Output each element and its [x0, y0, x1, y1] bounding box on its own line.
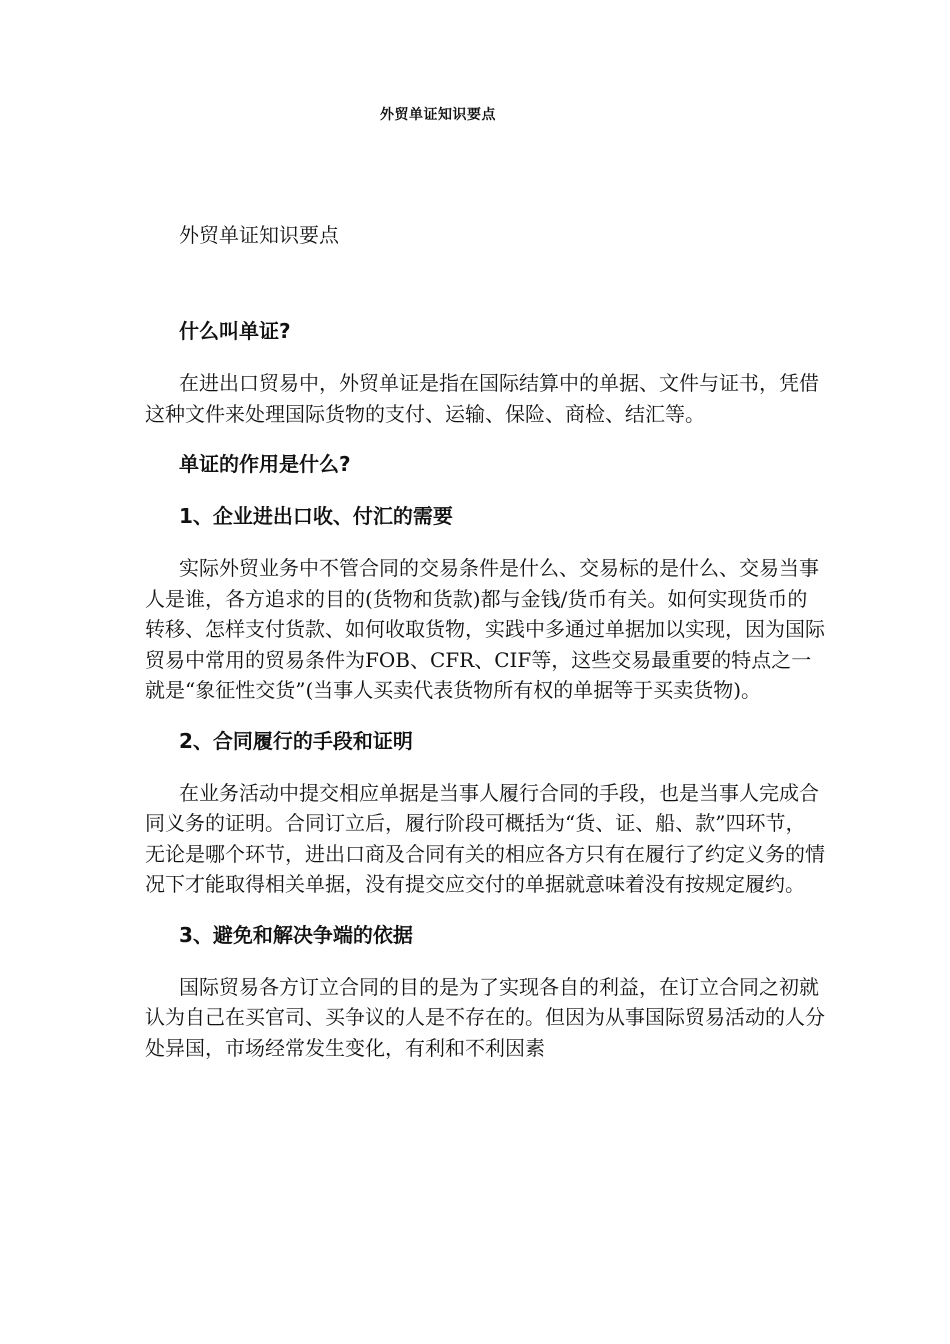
section-paragraph: 在业务活动中提交相应单据是当事人履行合同的手段，也是当事人完成合同义务的证明。合同订立后，履行阶段可概括为“货、证、船、款”四环节，无论是哪个环节，进出口商及合同有关的相应各方只有在履行了约定义务的情况下才能取得相关单据，没有提交应交付的单据就意味着没有按规定履约。 — [145, 780, 825, 896]
document-body — [145, 220, 825, 1083]
section-heading: 2、合同履行的手段和证明 — [179, 728, 413, 753]
page-header-title: 外贸单证知识要点 — [380, 107, 496, 123]
section-paragraph: 在进出口贸易中，外贸单证是指在国际结算中的单据、文件与证书，凭借这种文件来处理国际货物的支付、运输、保险、商检、结汇等。 — [145, 371, 819, 426]
section-heading: 什么叫单证? — [179, 319, 291, 343]
section-heading: 单证的作用是什么? — [179, 452, 351, 476]
document-title: 外贸单证知识要点 — [179, 223, 339, 247]
section-heading: 1、企业进出口收、付汇的需要 — [179, 504, 453, 528]
section-paragraph: 国际贸易各方订立合同的目的是为了实现各自的利益，在订立合同之初就认为自己在买官司、买争议的人是不存在的。但因为从事国际贸易活动的人分处异国，市场经常发生变化，有利和不利因素 — [145, 974, 825, 1060]
section-paragraph: 实际外贸业务中不管合同的交易条件是什么、交易标的是什么、交易当事人是谁，各方追求的目的(货物和货款)都与金钱/货币有关。如何实现货币的转移、怎样支付货款、如何收取货物，实践中多通过单据加以实现，因为国际贸易中常用的贸易条件为FOB、CFR、CIF等，这些交易最重要的特点之一就是“象征性交货”(当事人买卖代表货物所有权的单据等于买卖货物)。 — [145, 556, 825, 702]
section-heading: 3、避免和解决争端的依据 — [179, 922, 413, 947]
